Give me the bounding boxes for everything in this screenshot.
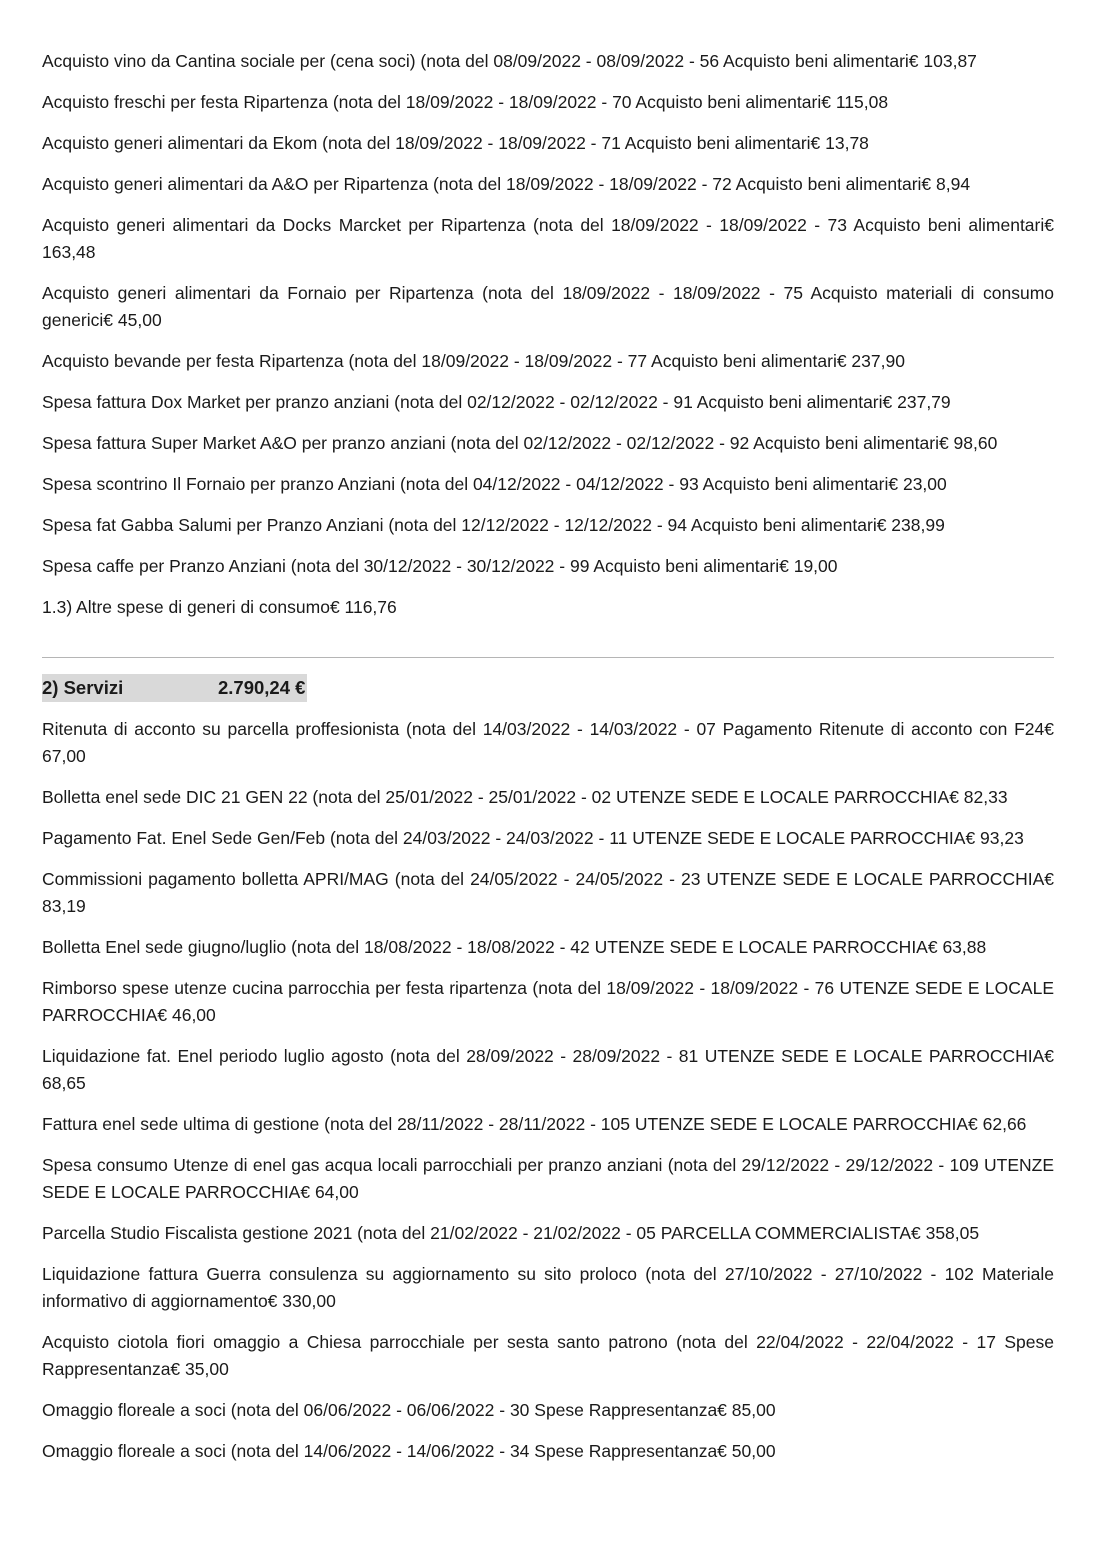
expense-entry: Acquisto vino da Cantina sociale per (cena soci) (nota del 08/09/2022 - 08/09/2022 - 56 Acquisto beni alimentari€ 103,87 [42,51,977,71]
expense-entry: Spesa fattura Super Market A&O per pranzo anziani (nota del 02/12/2022 - 02/12/2022 - 92 Acquisto beni alimentari€ 98,60 [42,433,998,453]
expense-entry: Ritenuta di acconto su parcella proffesionista (nota del 14/03/2022 - 14/03/2022 - 07 Pagamento Ritenute di acconto con F24€ 67,00 [42,719,1054,766]
expense-entry: Acquisto bevande per festa Ripartenza (nota del 18/09/2022 - 18/09/2022 - 77 Acquisto beni alimentari€ 237,90 [42,351,905,371]
expense-entry: Bolletta enel sede DIC 21 GEN 22 (nota del 25/01/2022 - 25/01/2022 - 02 UTENZE SEDE E LOCALE PARROCCHIA€ 82,33 [42,787,1008,807]
section-header-servizi [42,674,307,702]
expense-entry: Acquisto generi alimentari da A&O per Ripartenza (nota del 18/09/2022 - 18/09/2022 - 72 Acquisto beni alimentari€ 8,94 [42,174,971,194]
expense-list-servizi [42,716,1054,1465]
expense-entry: Spesa consumo Utenze di enel gas acqua locali parrocchiali per pranzo anziani (nota del 29/12/2022 - 29/12/2022 - 109 UTENZE SEDE E LOCALE PARROCCHIA€ 64,00 [42,1155,1054,1202]
expense-entry: Pagamento Fat. Enel Sede Gen/Feb (nota del 24/03/2022 - 24/03/2022 - 11 UTENZE SEDE E LOCALE PARROCCHIA€ 93,23 [42,828,1024,848]
expense-list-consumables [42,0,1054,621]
expense-entry: Acquisto generi alimentari da Ekom (nota del 18/09/2022 - 18/09/2022 - 71 Acquisto beni alimentari€ 13,78 [42,133,869,153]
expense-entry: Spesa caffe per Pranzo Anziani (nota del 30/12/2022 - 30/12/2022 - 99 Acquisto beni alimentari€ 19,00 [42,556,838,576]
expense-entry: Spesa fattura Dox Market per pranzo anziani (nota del 02/12/2022 - 02/12/2022 - 91 Acquisto beni alimentari€ 237,79 [42,392,951,412]
expense-entry: Liquidazione fattura Guerra consulenza su aggiornamento su sito proloco (nota del 27/10/2022 - 27/10/2022 - 102 Materiale informativo di aggiornamento€ 330,00 [42,1264,1054,1311]
expense-entry: Acquisto freschi per festa Ripartenza (nota del 18/09/2022 - 18/09/2022 - 70 Acquisto beni alimentari€ 115,08 [42,92,889,112]
expense-entry: Liquidazione fat. Enel periodo luglio agosto (nota del 28/09/2022 - 28/09/2022 - 81 UTENZE SEDE E LOCALE PARROCCHIA€ 68,65 [42,1046,1054,1093]
expense-entry: Spesa scontrino Il Fornaio per pranzo Anziani (nota del 04/12/2022 - 04/12/2022 - 93 Acquisto beni alimentari€ 23,00 [42,474,947,494]
expense-entry: Parcella Studio Fiscalista gestione 2021 (nota del 21/02/2022 - 21/02/2022 - 05 PARCELLA COMMERCIALISTA€ 358,05 [42,1223,980,1243]
expense-entry: Fattura enel sede ultima di gestione (nota del 28/11/2022 - 28/11/2022 - 105 UTENZE SEDE E LOCALE PARROCCHIA€ 62,66 [42,1114,1027,1134]
expense-entry: Acquisto generi alimentari da Docks Marcket per Ripartenza (nota del 18/09/2022 - 18/09/2022 - 73 Acquisto beni alimentari€ 163,48 [42,215,1054,262]
expense-entry: Bolletta Enel sede giugno/luglio (nota del 18/08/2022 - 18/08/2022 - 42 UTENZE SEDE E LOCALE PARROCCHIA€ 63,88 [42,937,987,957]
expense-entry: Acquisto ciotola fiori omaggio a Chiesa parrocchiale per sesta santo patrono (nota del 22/04/2022 - 22/04/2022 - 17 Spese Rappresentanza€ 35,00 [42,1332,1054,1379]
section-divider [42,657,1054,658]
expense-entry: Commissioni pagamento bolletta APRI/MAG (nota del 24/05/2022 - 24/05/2022 - 23 UTENZE SEDE E LOCALE PARROCCHIA€ 83,19 [42,869,1054,916]
expense-entry: Rimborso spese utenze cucina parrocchia per festa ripartenza (nota del 18/09/2022 - 18/09/2022 - 76 UTENZE SEDE E LOCALE PARROCCHIA€ 46,00 [42,978,1054,1025]
expense-entry: Acquisto generi alimentari da Fornaio per Ripartenza (nota del 18/09/2022 - 18/09/2022 - 75 Acquisto materiali di consumo generici€ 45,00 [42,283,1054,330]
section-title: 2) Servizi [42,677,124,698]
expense-entry: Spesa fat Gabba Salumi per Pranzo Anziani (nota del 12/12/2022 - 12/12/2022 - 94 Acquisto beni alimentari€ 238,99 [42,515,945,535]
section-total: 2.790,24 € [218,677,306,698]
expense-entry: Omaggio floreale a soci (nota del 14/06/2022 - 14/06/2022 - 34 Spese Rappresentanza€ 50,00 [42,1441,776,1461]
expense-entry: Omaggio floreale a soci (nota del 06/06/2022 - 06/06/2022 - 30 Spese Rappresentanza€ 85,00 [42,1400,776,1420]
expense-entry: 1.3) Altre spese di generi di consumo€ 116,76 [42,597,397,617]
